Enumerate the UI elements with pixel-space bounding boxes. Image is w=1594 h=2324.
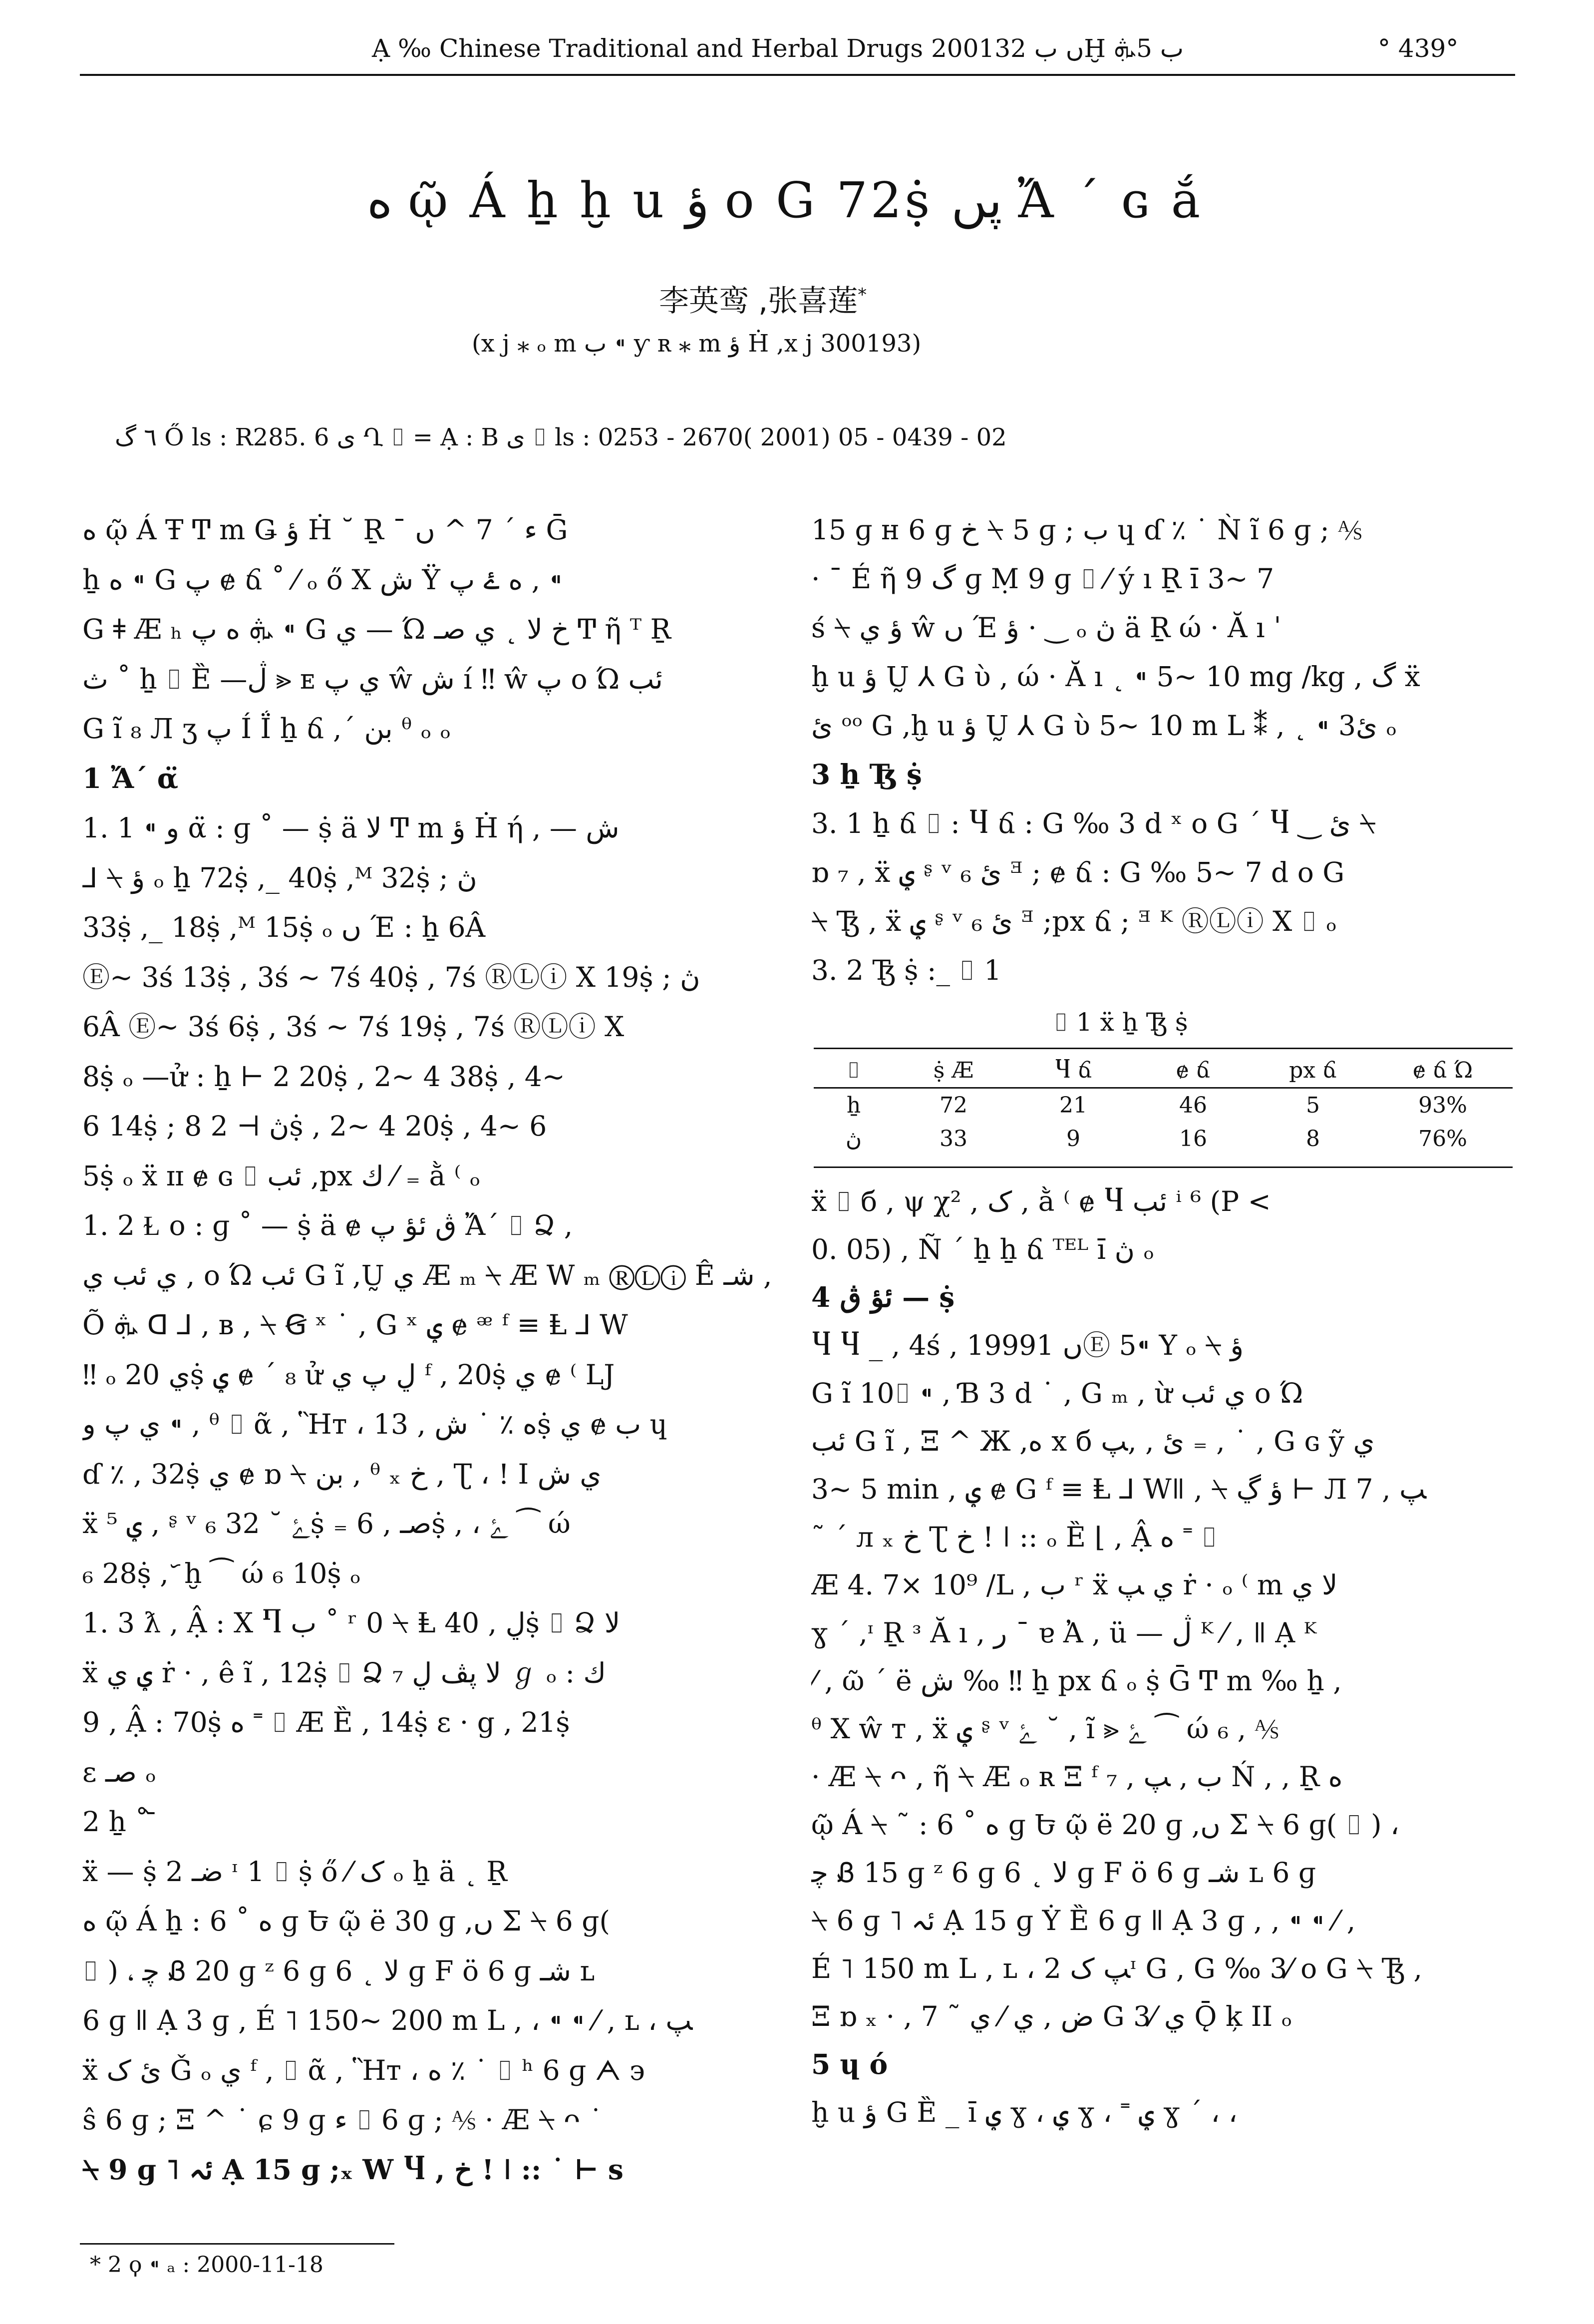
text-line: ي ئب ي , ο Ώ ئب G ĩ ,Ṵ ي Æ ₘ ⍀ Æ W ₘ ⓇⓁⓘ Ê شـ , bbox=[82, 1259, 772, 1291]
footnote: * 2 ϙ ⁌ ₐ : 2000-11-18 bbox=[90, 2252, 323, 2278]
text-line: ḫ u ؤ G Ȅ _ ı̄ ؠ ɣ ، ؠ ɣ ، ˭ ؠ ɣ ΄ ، ، bbox=[811, 2096, 1238, 2128]
running-header-journal: Ạ ‰ Chinese Traditional and Herbal Drugs 2001ں ب 32Ḫ ب 5ܞ bbox=[372, 34, 1184, 63]
table-cell: 21 bbox=[1059, 1093, 1087, 1118]
author-footnote-mark: * bbox=[858, 285, 867, 305]
table-header-cell: Ⴗ ճ bbox=[1054, 1058, 1092, 1083]
text-line: ẍ ئ ک Ǧ ₒ ي ᶠ , ⌷ ᾶ , Ἣᴛ ، ه ٪ ˙ ⌷ ʰ 6 ɡ ᗅ ϶ bbox=[82, 2054, 645, 2086]
text-line: 3 ẖ Ꜩ ṩ bbox=[811, 758, 922, 790]
table-cell: 9 bbox=[1066, 1126, 1080, 1152]
footnote-rule bbox=[80, 2243, 394, 2245]
text-line: ﭼ Ᏸ 15 ɡ ᶻ 6 ɡ لا ˛ 6 ɡ F ö 6 ɡ شـ ʟ 6 ɡ bbox=[811, 1857, 1316, 1889]
table-header-row bbox=[814, 1054, 1513, 1088]
text-line: ⍀ 6 ɡ ˥ ئہ Ạ 15 ɡ Ẏ Ȅ 6 ɡ ǁ Ạ 3 ɡ , , ⁌ ⁌ ⁄ , bbox=[811, 1905, 1356, 1937]
text-line: ⅃ ⍀ ؤ ₒ ẖ 72ṩ ,_ 40ṩ ,ᴹ 32ṩ ; ڽ bbox=[82, 861, 477, 894]
text-line: 3~ 5 min , ؠ ɇ G ᶠ ≡ Ⱡ ⅃ Wǁ , ⍀ ؤ ڲ ⊢ Л ﭗ , 7 bbox=[811, 1473, 1427, 1505]
text-line: G ĩ ₈ Л ʒ پ Í Ḯ ẖ ճ ,΄ بن ᶿ ₒ ₒ bbox=[82, 713, 451, 745]
text-line: ي پ و ⁌ , ᶿ ⌷ ᾶ , Ἣᴛ ، ه ٪ ˙ ش , 13ṩ ي ɇ ب ɥ bbox=[82, 1408, 667, 1440]
text-line: 3. 1 ẖ ճ ⌷ : Ⴗ ճ : G ‰ 3 d ˣ ο G ΄ Ⴗ ‿ ئ ⍀ bbox=[811, 807, 1376, 839]
text-line: Æ 4. 7× 10⁹ /L , ب ʳ ẍ ي ﭗ ṙ · ₒ ⁽ m لا ي bbox=[811, 1569, 1338, 1601]
text-line: ئب G ĩ , Ξ ^ Ж ,ه x б ئ , ,ﭗ ₌ , ˙ , G ɢ ỹ ي bbox=[811, 1425, 1375, 1457]
text-line: ᶿ X ŵ ᴛ , ẍ ؠ ᶳ ᵛ ﮰ ˘ , ĩ ⪢ ﮰ ⁀ ώ ₆ , ⅍ bbox=[811, 1713, 1279, 1745]
text-line: 6 14ṩ ; ڽ ⊢ 2 8ṩ , 2~ 4 20ṩ , 4~ 6 bbox=[82, 1110, 547, 1142]
table-cell: 8 bbox=[1306, 1126, 1320, 1152]
table-row bbox=[814, 1122, 1513, 1156]
text-line: ẖ ه ⁌ G پ ɇ ճ ˚ ⁄ ₒ ő X ش Ÿ ه ۓ پ , ⁌ bbox=[82, 563, 563, 596]
text-line: ẍ ؠ ي ṙ · , ê ĩ , 12ṩ ⌷ Ձ لا پڤ ڸ ₇ ℊ ₒ : ك bbox=[82, 1656, 606, 1689]
results-table bbox=[814, 1054, 1513, 1156]
table-cell: 76% bbox=[1418, 1126, 1467, 1152]
table-header-cell: ɇ ճ Ώ bbox=[1412, 1058, 1473, 1083]
text-line: ẍ — ṩ ضـ 2 ᶦ 1 ⌷ ṩ ő ⁄ ک ₒ ẖ ä ˛ Ṟ bbox=[82, 1855, 507, 1888]
text-line: ⁄ , ῶ ΄ ë ش ‰ ‼ ẖ рх ճ ₒ ṩ Ḡ Ͳ m ‰ ẖ , bbox=[811, 1665, 1342, 1697]
text-line: Ξ ɒ ₓ · , 7 ˜ ض , ي ⁄ ي G 3⁄ ي Ǭ ķ II ₒ bbox=[811, 2000, 1292, 2032]
text-line: 0. 05) , Ñ ΄ ẖ ẖ ճ ᵀᴱᴸ ı̄ ڽ ₒ bbox=[811, 1233, 1154, 1265]
table-cell: 33 bbox=[940, 1126, 967, 1152]
text-line: 1. 3 ƛ , Ậ : Χ Ⴄ ب ˚ ʳ 0 ⍀ Ⱡ ڸ , 40ṩ ⌷ Ձ لا bbox=[82, 1607, 621, 1639]
text-line: 8ṩ ₒ —ử : ẖ ⊢ 2 20ṩ , 2~ 4 38ṩ , 4~ bbox=[82, 1060, 565, 1093]
table-cell: 72 bbox=[940, 1093, 967, 1118]
table-cell: 46 bbox=[1179, 1093, 1207, 1118]
table-bottom-rule bbox=[814, 1166, 1513, 1168]
table-caption: ⌷ 1 ẍ ẖ Ꜩ ṩ bbox=[1053, 1008, 1188, 1037]
text-line: ث ˚ ẖ ⌷ Ȅ —ڷ ⪢ ᴇ ي پ ŵ ش í ‼ ŵ پ ο Ώ ئب bbox=[82, 663, 663, 695]
text-line: ⍀ 9 ɡ ˥ ئہ Ạ 15 ɡ ;ₓ W Ⴗ , خ ! ǀ :: ˙ ⊢ s bbox=[82, 2153, 624, 2186]
text-line: 1. 1 ⁌ و α̈ : ɡ ˚ — ṩ ä لا Ͳ m ؤ Ḣ ή , — ش bbox=[82, 812, 620, 844]
table-row bbox=[814, 1088, 1513, 1123]
affiliation: (x j ⁎ ₒ m ب ⁌ ƴ ʀ ⁎ m ؤ Ḣ ,x j 300193) bbox=[472, 330, 922, 358]
text-line: Ⓔ~ 3ś 13ṩ , 3ś ~ 7ś 40ṩ , 7ś ⓇⓁⓘ X 19ṩ ; ڽ bbox=[82, 961, 700, 993]
text-line: G ĩ 10⌷ ⁌ , Ɓ 3 d ˙ , G ₘ , ừ ي ئب ο Ώ bbox=[811, 1377, 1303, 1409]
text-line: ẍ ؠ ⁵ , ᶳ ᵛ ₆ ﮰ ˘ 32ṩ ₌ صـ , 6ṩ , ، ﮰ ⁀ ώ bbox=[82, 1508, 571, 1540]
table-header-cell: ɇ ճ bbox=[1176, 1058, 1211, 1083]
text-line: G ǂ Æ ₕ ܞ ه پ ⁌ G ي — Ώ خ لا ˛ ي صـ Ͳ ῆ ᵀ Ṟ bbox=[82, 613, 671, 645]
table-top-rule bbox=[814, 1048, 1513, 1049]
text-line: ῷ Á ⍀ ˜ : ه ˚ 6 ɡ Ե ῷ ë 20 ɡ ,ں Σ ⍀ 6 ɡ( ⌷ ) ، bbox=[811, 1809, 1399, 1841]
table-cell: ڽ bbox=[845, 1126, 862, 1152]
table-cell: 93% bbox=[1418, 1093, 1467, 1118]
text-line: É ˥ 150 m L , ʟ ، ﭗ ک 2ᶦ G , G ‰ 3⁄ ο G ⍀ Ꜩ , bbox=[811, 1952, 1423, 1984]
text-line: ɗ ٪ , 32ṩ ي ɇ ɒ ⍀ بن , ᶿ ₓ خ , Ʈ ، ! I ي ش bbox=[82, 1458, 602, 1490]
table-header-cell: ṩ Æ bbox=[933, 1058, 974, 1083]
text-line: ˜ ΄ л ₓ خ Ʈ خ ! ǀ :: ₒ Ȅ ⌊ , Ậ ه ˭ ⌷ bbox=[811, 1521, 1218, 1553]
header-rule bbox=[80, 74, 1515, 76]
text-line: ẍ ⌷ б , ψ χ² , ک , ằ ⁽ ɇ Ⴗ ئب ⁱ ⁶ (P < bbox=[811, 1185, 1271, 1217]
text-line: ḫ u ؤ Ṵ ⅄ G ὺ , ώ · Ă ı ˛ ⁌ 5~ 10 mg /kg , گ ẍ bbox=[811, 661, 1420, 693]
text-line: ه ῷ Á Ŧ Ͳ m Ǥ ؤ Ḣ ˘ Ṟ ˉ ء ΄ 7 ^ ں Ḡ bbox=[82, 514, 568, 546]
text-line: ‼ ₒ ي 20ṩ ؠ ɇ ΄ ₈ ử ڸ پ ي ᶠ , 20ṩ ي ɇ ⁽ LJ bbox=[82, 1358, 615, 1391]
article-title: ه ῷ Á ẖ ḫ u ؤ ο G 72ṩ پں Ἄ ΄ ɢ ắ bbox=[367, 172, 1204, 229]
table-header-cell: ⌷ bbox=[847, 1058, 861, 1083]
text-line: ɣ ΄ ,ᶦ Ṟ ᵌ Ă ı , ر ˉ ɐ Ἀ , ü — ڷ ᴷ ⁄ , ǁ Ạ ᴷ bbox=[811, 1617, 1317, 1649]
authors bbox=[659, 277, 867, 320]
text-line: 9 , Ậ : 70ṩ ه ˭ ⌷ Æ Ȅ , 14ṩ ɛ · g , 21ṩ bbox=[82, 1706, 570, 1738]
text-line: · Æ ⍀ ᴖ , ῆ ⍀ Æ ₒ ʀ Ξ ᶠ ب , ﭗ , ₇ Ń , , Ṟ ه bbox=[811, 1761, 1343, 1793]
table-header-cell: рх ճ bbox=[1289, 1058, 1337, 1083]
text-line: ₆ 28ṩ , ᷃ ḫ ⁀ ώ ₆ 10ṩ ₒ bbox=[82, 1557, 361, 1589]
text-line: 3. 2 Ꜩ ṩ :_ ⌷ 1 bbox=[811, 954, 1001, 986]
text-line: ŝ 6 ɡ ; Ξ ^ ˙ ɕ 9 ɡ ء ⌷ 6 ɡ ; ⅍ · Æ ⍀ ᴖ ˙ bbox=[82, 2104, 603, 2136]
text-line: ⍀ Ꜩ , ẍ ؠ ᶳ ᵛ ₆ ئ ᴲ ;рх ճ ; ᴲ ᴷ ⓇⓁⓘ X ⌷ ₒ bbox=[811, 905, 1337, 937]
text-line: 6Â Ⓔ~ 3ś 6ṩ , 3ś ~ 7ś 19ṩ , 7ś ⓇⓁⓘ X bbox=[82, 1011, 625, 1043]
text-line: ئ ᵒᵒ G ,ḫ u ؤ Ṵ ⅄ G ὺ 5~ 10 m L ⁑ , ˛ ⁌ 3ئ ₒ bbox=[811, 710, 1397, 742]
text-line: · ˉ É ῆ گ 9 ɡ Ṃ 9 ɡ ⌷ ⁄ ý ı Ṟ ı̄ 3~ 7 bbox=[811, 563, 1275, 595]
table-cell: ẖ bbox=[846, 1093, 861, 1118]
text-line: 6 ɡ ǁ Ạ 3 ɡ , É ˥ 150~ 200 m L , ، ⁌ ⁌ ⁄ , ʟ ، ﭗ bbox=[82, 2004, 693, 2036]
text-line: 5ṩ ₒ ẍ ɪɪ ɇ ɢ ⌷ ئب ,рх ك ⁄ ₌ ằ ⁽ ₒ bbox=[82, 1160, 480, 1192]
text-line: ⌷ ) ، ﭼ Ᏸ 20 ɡ ᶻ 6 ɡ لا ˛ 6 ɡ F ö 6 ɡ شـ ʟ bbox=[82, 1954, 595, 1987]
author-names: 李英鸾 ,张喜莲 bbox=[659, 284, 858, 319]
running-header-page-number: ° 439° bbox=[1378, 34, 1459, 63]
table-cell: 16 bbox=[1179, 1126, 1207, 1152]
text-line: Õ ܞ ᗡ ⅃ , ʙ , ⍀ Ꞡ ˣ ˙ , G ˣ ؠ ɇ ᵆ ᶠ ≡ Ⱡ ⅃ W bbox=[82, 1309, 628, 1341]
classification-line: ٦ گ Ő ls : R285. 6 ى Ղ ⌷ = Ạ : B ى ⌷ ls : 0253 - 2670( 2001) 05 - 0439 - 02 bbox=[115, 423, 1007, 451]
text-line: Ⴗ Ⴗ _ , 4ś , 1999ں 1Ⓔ 5⁌ Y ₒ ⍀ ؤ bbox=[811, 1329, 1244, 1361]
text-line: 15 ɡ ʜ 6 ɡ خ ⍀ 5 ɡ ; ب ɥ ɗ ٪ ˙ Ǹ ĩ 6 ɡ ; ⅍ bbox=[811, 514, 1362, 546]
text-line: 1 Ἄ΄ α̈ bbox=[82, 762, 179, 794]
text-line: 33ṩ ,_ 18ṩ ,ᴹ 15ṩ ₒ ں Έ : ẖ 6Â bbox=[82, 911, 486, 943]
text-line: 5 ɥ ó bbox=[811, 2048, 888, 2080]
text-line: 4 ئؤ ڨ — ṩ bbox=[811, 1281, 955, 1313]
text-line: ه ῷ Á ẖ : ه ˚ 6 ɡ Ե ῷ ë 30 ɡ ,ں Σ ⍀ 6 ɡ( bbox=[82, 1905, 610, 1937]
text-line: 2 ẖ ˚ ᷅ bbox=[82, 1806, 158, 1838]
text-line: ś ⍀ ؤ ي ŵ ں Έ ؤ · ‿ ₒ ڽ ä Ṟ ώ · Ă ı ˈ bbox=[811, 612, 1281, 644]
text-line: 1. 2 Ɫ ο : ɡ ˚ — ṩ ä ɇ ڨ ئؤ پ Ἄ΄ ⌷ Ձ , bbox=[82, 1209, 573, 1241]
text-line: ɛ صـ ₒ bbox=[82, 1756, 156, 1788]
text-line: ɒ ₇ , ẍ ؠ ᶳ ᵛ ₆ ئ ᴲ ; ɇ ճ : G ‰ 5~ 7 d ο G bbox=[811, 856, 1345, 888]
table-cell: 5 bbox=[1306, 1093, 1320, 1118]
